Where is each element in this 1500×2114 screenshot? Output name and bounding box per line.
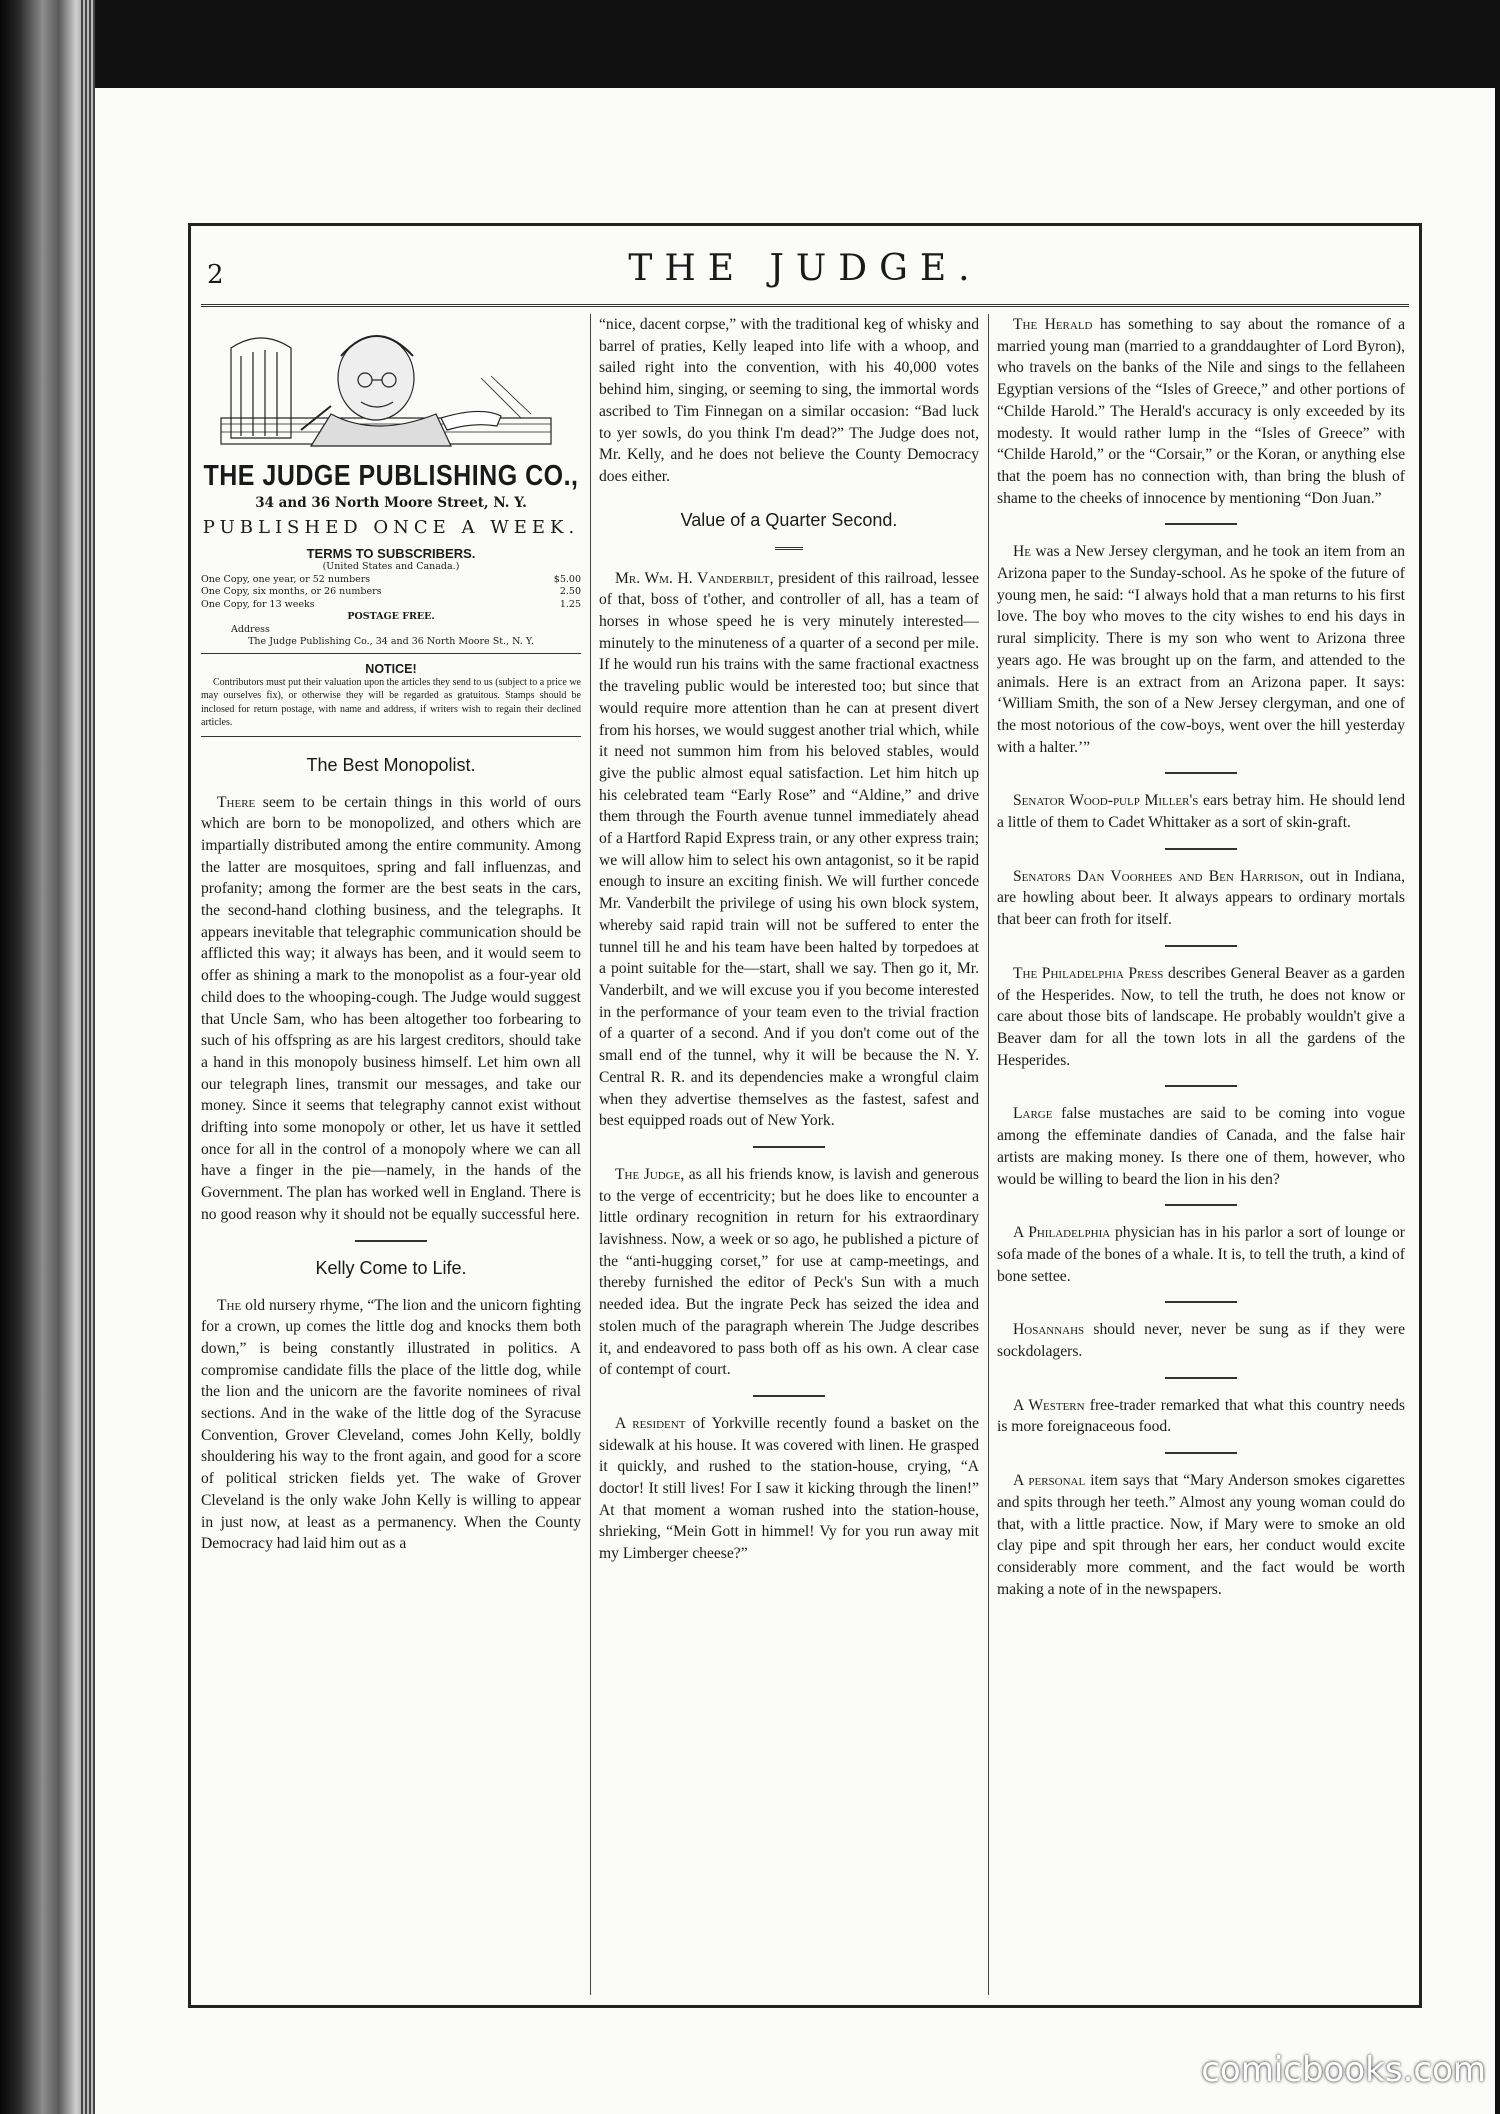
terms-row: One Copy, for 13 weeks 1.25 — [201, 598, 581, 610]
separator — [1165, 1301, 1237, 1303]
article-kelly-continued: “nice, dacent corpse,” with the traditional keg of whisky and barrel of praties, Kelly leaped into life with a whoop, and sailed right into the convention, with his 40,000 votes behind him, singing, or seeming to sing, the immortal words ascribed to Tim Finnegan on a similar occasion: “Bad luck to yer sowls, do you think I'm dead?” The Judge does not, Mr. Kelly, and he does not believe the County Democracy does either. — [599, 316, 979, 485]
publication-frequency: PUBLISHED ONCE A WEEK. — [202, 517, 580, 538]
separator — [753, 1395, 825, 1397]
masthead-title: THE JUDGE. — [628, 248, 982, 289]
item-physician: A Philadelphia physician has in his parlor a sort of lounge or sofa made of the bones of a whale. It is, to tell the truth, a kind of bone settee. — [997, 1224, 1405, 1285]
item-beer: Senators Dan Voorhees and Ben Harrison, out in Indiana, are howling about beer. It always appears to ordinary mortals that beer can froth for itself. — [997, 867, 1405, 929]
separator — [1165, 1377, 1237, 1379]
page-frame — [188, 223, 1422, 2008]
address-label: Address — [231, 623, 270, 635]
full-address: The Judge Publishing Co., 34 and 36 North Moore St., N. Y. — [248, 636, 534, 647]
separator — [1165, 945, 1237, 947]
separator — [1165, 1085, 1237, 1087]
site-watermark: comicbooks.com — [1201, 2050, 1486, 2090]
article-kelly: The old nursery rhyme, “The lion and the unicorn fighting for a crown, up comes the little dog and knocks them both down,” is being constantly illustrated in politics. A compromise candidate fills the place of the little dog, while the lion and the unicorn are the favorite nominees of rival sections. And in the wake of the little dog of the Syracuse Convention, Grover Cleveland, comes John Kelly, boldly shouldering his way to the front again, and good for a score of political stricken fields yet. The wake of Grover Cleveland is the only wake John Kelly is willing to appear in just now, at least as a permanency. When the County Democracy had laid him out as a — [201, 1296, 581, 1553]
separator — [1165, 523, 1237, 525]
publisher-name: THE JUDGE PUBLISHING CO., — [203, 459, 579, 493]
heading-quarter-second: Value of a Quarter Second. — [680, 509, 898, 530]
separator — [775, 547, 803, 550]
item-hosannahs: Hosannahs should never, never be sung as if they were sockdolagers. — [997, 1321, 1405, 1361]
column-middle — [599, 314, 979, 1995]
item-clergyman: He was a New Jersey clergyman, and he took an item from an Arizona paper to the Sunday-school. As he spoke of the future of young men, he said: “I always hold that a man returns to his first love. The boy who moves to the city wishes to end his days in rural simplicity. There is my son who went to Arizona three years ago. He was brought up on the farm, and attended to the animals. Here is an extract from an Arizona paper. It says: ‘William Smith, the son of a New Jersey clergyman, and one of the most notorious of the cow-boys, went over the hill yesterday with a halter.’” — [997, 543, 1405, 756]
article-corset: The Judge, as all his friends know, is lavish and generous to the verge of eccentricity; but he does like to encounter a little ordinary recognition in return for his extraordinary lavishness. Now, a week or so ago, he published a picture of the “anti-hugging corset,” for use at camp-meetings, and thereby furnished the editor of Peck's Sun with a much needed idea. But the ingrate Peck has seized the idea and stolen much of the paragraph wherein The Judge describes it, and endeavored to pass both off as his own. A clear case of contempt of court. — [599, 1165, 979, 1379]
column-divider — [988, 314, 989, 1995]
page-number: 2 — [207, 260, 224, 290]
judge-illustration — [201, 318, 581, 458]
newspaper-page — [95, 88, 1495, 2114]
item-herald: The Herald has something to say about the romance of a married young man (married to a granddaughter of Lord Byron), who travels on the banks of the Nile and sings to the fellaheen Egyptian versions of the “Isles of Greece,” and other portions of “Childe Harold.” The Herald's accuracy is only exceeded by its modesty. It would rather lump in the “Isles of Greece” with “Childe Harold,” or the “Corsair,” or the Koran, or anything else that the poem has no connection with, than bring the blush of shame to the cheeks of innocence by mentioning “Don Juan.” — [997, 316, 1405, 507]
separator — [1165, 1452, 1237, 1454]
publisher-address: 34 and 36 North Moore Street, N. Y. — [255, 495, 527, 511]
terms-row: One Copy, six months, or 26 numbers 2.50 — [201, 586, 581, 597]
divider — [201, 653, 581, 654]
book-binding — [0, 0, 95, 2114]
separator — [355, 1240, 427, 1242]
column-right — [997, 314, 1405, 1995]
article-quarter-second: Mr. Wm. H. Vanderbilt, president of this railroad, lessee of that, boss of t'other, and controller of all, has a team of horses in whose speed he is very minutely interested—minutely to the minuteness of a quarter of a second per mile. If he would run his trains with the same fractional exactness the traveling public would be interested too; but since that would require more attention than he can at present divert from his horses, we would suggest another trial which, while it need not summon him from his beloved stables, would give the public almost equal satisfaction. Let him hitch up his celebrated team “Early Rose” and “Aldine,” and drive them through the Fourth avenue tunnel immediately ahead of a Hartford Rapid Express train, or any other express train; we will allow him to select his own antagonist, so it be rapid enough to insure an exciting finish. We will further concede Mr. Vanderbilt the privilege of using his own block system, whereby said rapid train will not be suffered to enter the tunnel till he and his team have been halted by torpedoes at a point suitable for the—start, shall we say. Then go it, Mr. Vanderbilt, and we will excuse you if you become interested in the performance of your team even to the trivial fraction of a quarter of a second. And if you don't come out of the small end of the tunnel, why it will be because the N. Y. Central R. R. and its dependencies make a wrongful claim when they advertise themselves as the fastest, safest and best equipped roads out of New York. — [599, 569, 979, 1130]
article-yorkville: A resident of Yorkville recently found a basket on the sidewalk at his house. It was covered with linen. He grasped it quickly, and rushed to the station-house, crying, “A doctor! It still lives! For I saw it kicking through the linen!” At that moment a woman rushed into the station-house, shrieking, “Mein Gott in himmel! Vy for you run away mit my Limberger cheese?” — [599, 1414, 979, 1563]
item-personal: A personal item says that “Mary Anderson smokes cigarettes and spits through her teeth.” Almost any young woman could do that, with a little practice. Now, if Mary were to smoke an old clay pipe and spit through her ears, her conduct would excite considerably more comment, and the fact would be worth making a note of in the newspapers. — [997, 1472, 1405, 1598]
terms-subheading: (United States and Canada.) — [322, 561, 460, 572]
item-mustaches: Large false mustaches are said to be coming into vogue among the effeminate dandies of Canada, and the false hair artists are making money. Is there one of them, however, who would be willing to beard the lion in his den? — [997, 1105, 1405, 1188]
item-press: The Philadelphia Press describes General Beaver as a garden of the Hesperides. Now, to tell the truth, he does not know or care about those bits of landscape. He probably wouldn't give a Beaver dam for all the town lots in all the gardens of the Hesperides. — [997, 964, 1405, 1069]
heading-best-monopolist: The Best Monopolist. — [306, 754, 476, 775]
postage-note: POSTAGE FREE. — [347, 611, 435, 622]
column-left — [201, 314, 581, 1995]
divider — [201, 736, 581, 737]
page-header — [191, 238, 1419, 298]
notice-text: Contributors must put their valuation upon the articles they send to us (subject to a price we may ourselves fix), or otherwise they will be regarded as gratuitous. Stamps should be inclosed for return postage, with name and address, if writers wish to regain their declined articles. — [201, 676, 581, 728]
item-western: A Western free-trader remarked that what this country needs is more foreignaceous food. — [997, 1396, 1405, 1436]
terms-heading: TERMS TO SUBSCRIBERS. — [306, 546, 476, 561]
separator — [1165, 848, 1237, 850]
heading-kelly: Kelly Come to Life. — [315, 1257, 467, 1278]
header-rule — [201, 304, 1409, 307]
column-divider — [590, 314, 591, 1995]
separator — [1165, 772, 1237, 774]
item-miller: Senator Wood-pulp Miller's ears betray him. He should lend a little of them to Cadet Whittaker as a sort of skin-graft. — [997, 792, 1405, 832]
notice-heading: NOTICE! — [365, 661, 417, 676]
article-best-monopolist: There seem to be certain things in this world of ours which are born to be monopolized, and others which are impartially distributed among the entire community. Among the latter are mosquitoes, spring and fall influenzas, and profanity; among the former are the best seats in the cars, the second-hand clothing business, and the telegraphs. It appears inevitable that telegraphic communication should be afflicted this way; it always has been, and it would seem to offer as shining a mark to the monopolist as a four-year old child does to the whooping-cough. The Judge would suggest that Uncle Sam, who has been altogether too forbearing to such of his offspring as are his largest creditors, should take a hand in this monopoly business himself. Let him own all our telegraph lines, transmit our messages, and take our money. Since it seems that telegraphy cannot exist without drifting into some monopoly or other, let us have it settled once for all in the control of a monopoly where we can all have a finger in the pie—namely, in the hands of the Government. The plan has worked well in England. There is no good reason why it should not be equally successful here. — [201, 793, 581, 1223]
separator — [1165, 1204, 1237, 1206]
terms-row: One Copy, one year, or 52 numbers $5.00 — [201, 573, 581, 585]
separator — [753, 1146, 825, 1148]
